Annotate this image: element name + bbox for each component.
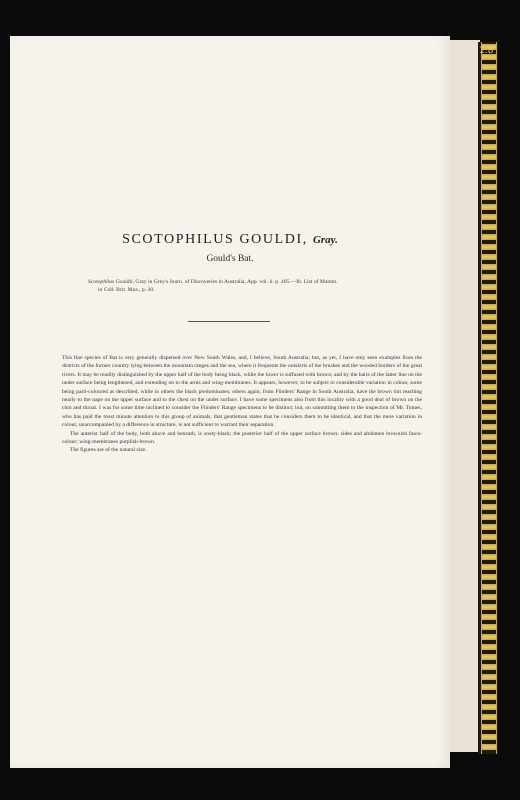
synonym-line-1: Gray in Grey's Journ. of Discoveries in Australia, App. vol. ii. p. 405.—Ib. List of Mamm. (135, 279, 338, 285)
species-author: Gray. (312, 234, 338, 246)
paragraph-2: The anterior half of the body, both above and beneath, is sooty-black; the posterior half of the upper surface brown; sides and abdomen brownish fawn-colour; wing-membranes purplish-brown. (62, 430, 422, 446)
page-edges (450, 40, 480, 752)
synonym-name: Scotophilus Gouldii, (88, 279, 134, 285)
body-text (62, 354, 422, 455)
paragraph-1: This fine species of Bat is very generally dispersed over New South Wales, and, I believe, South Australia; but, as yet, I have only seen examples from the districts of the former country lying between the mountain ranges and the sea, where it frequents the outskirts of the brushes and the wooded borders of the great rivers. It may be readily distinguished by the upper half of the body being black, while the lower is suffused with brown; and by the hairs of the latter line on the under surface being lengthened, and extending on to the arms and wing-membranes. It appears, however, to be subject to considerable variation in colour, some being parti-coloured as described, while in others the black predominates; others again, from Flinders' Range in South Australia, have the brown tint reaching nearly to the nape on the upper surface and to the chest on the under surface. I have some specimens also from this locality with a good deal of brown on the chin and throat. I was for some time inclined to consider the Flinders' Range specimens to be distinct; but, on submitting them to the inspection of Mr. Tomes, who has paid the most minute attention to this group of animals, that gentleman states that he considers them to be identical, and that the mere variation in colour, unaccompanied by a difference in structure, is not sufficient to warrant their separation. (62, 355, 422, 429)
synonymy-citation (88, 278, 418, 294)
species-name: SCOTOPHILUS GOULDI, (122, 232, 308, 247)
gilt-cover-edge (478, 42, 498, 754)
common-name: Gould's Bat. (206, 254, 254, 264)
spine-mark: 1:8 (479, 46, 494, 56)
synonym-line-2: in Coll. Brit. Mus., p. 30. (98, 287, 155, 293)
paragraph-3: The figures are of the natural size. (70, 447, 147, 454)
species-title (10, 232, 450, 248)
divider-rule (188, 321, 270, 322)
gilt-pattern (481, 42, 497, 754)
book-page (10, 36, 450, 768)
